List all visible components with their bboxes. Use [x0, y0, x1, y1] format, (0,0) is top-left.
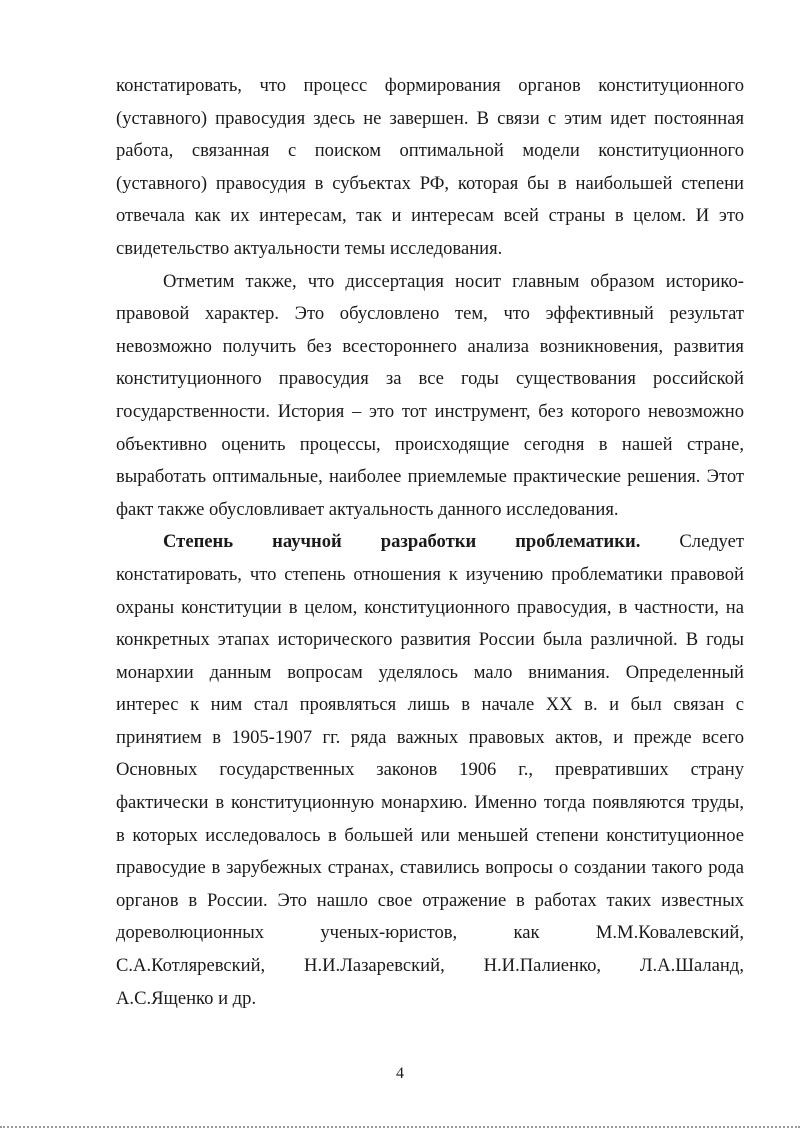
text-line: монархии данным вопросам уделялось мало внимания. Определенный: [116, 661, 744, 683]
text-line: интерес к ним стал проявляться лишь в начале XX в. и был связан с: [116, 694, 744, 716]
text-line: конституционного правосудия за все годы существования российской: [116, 368, 744, 390]
heading-tail-text: Следует: [679, 531, 744, 553]
text-line: правосудие в зарубежных странах, ставились вопросы о создании такого рода: [116, 857, 744, 879]
paragraph-1: [116, 70, 744, 266]
scan-edge-divider: [0, 1126, 800, 1128]
paragraph-2: [116, 266, 744, 527]
text-line: выработать оптимальные, наиболее приемлемые практические решения. Этот: [116, 466, 744, 488]
paragraph-3: [116, 526, 744, 1015]
text-line: принятием в 1905-1907 гг. ряда важных правовых актов, и прежде всего: [116, 726, 744, 748]
text-line: Основных государственных законов 1906 г., превративших страну: [116, 759, 744, 781]
text-line: охраны конституции в целом, конституционного правосудия, в частности, на: [116, 596, 744, 618]
text-line: факт также обусловливает актуальность данного исследования.: [116, 498, 619, 520]
text-line: [116, 526, 744, 559]
text-line: органов в России. Это нашло свое отражение в работах таких известных: [116, 889, 744, 911]
text-line: констатировать, что степень отношения к изучению проблематики правовой: [116, 563, 744, 585]
text-line: (уставного) правосудия здесь не завершен. В связи с этим идет постоянная: [116, 107, 744, 129]
text-line: объективно оценить процессы, происходящие сегодня в нашей стране,: [116, 433, 744, 455]
text-line: правовой характер. Это обусловлено тем, что эффективный результат: [116, 303, 744, 325]
text-line: фактически в конституционную монархию. Именно тогда появляются труды,: [116, 792, 744, 814]
text-line: Отметим также, что диссертация носит главным образом историко-: [163, 270, 744, 292]
text-line: дореволюционных ученых-юристов, как М.М.Ковалевский,: [116, 922, 744, 944]
page-number: 4: [396, 1065, 404, 1082]
text-line: работа, связанная с поиском оптимальной модели конституционного: [116, 140, 744, 162]
text-line: в которых исследовалось в большей или меньшей степени конституционное: [116, 824, 744, 846]
text-line: С.А.Котляревский, Н.И.Лазаревский, Н.И.Палиенко, Л.А.Шаланд,: [116, 955, 744, 977]
text-line: конкретных этапах исторического развития России была различной. В годы: [116, 629, 744, 651]
text-line: невозможно получить без всестороннего анализа возникновения, развития: [116, 335, 744, 357]
text-line: свидетельство актуальности темы исследования.: [116, 237, 503, 259]
section-heading: Степень научной разработки проблематики.: [163, 531, 641, 553]
text-line: констатировать, что процесс формирования органов конституционного: [116, 75, 744, 96]
text-line: отвечала как их интересам, так и интересам всей страны в целом. И это: [116, 205, 744, 227]
text-line: (уставного) правосудия в субъектах РФ, которая бы в наибольшей степени: [116, 172, 744, 194]
text-line: государственности. История – это тот инструмент, без которого невозможно: [116, 400, 744, 422]
body-text: [116, 70, 744, 1015]
text-line: А.С.Ященко и др.: [116, 987, 257, 1009]
